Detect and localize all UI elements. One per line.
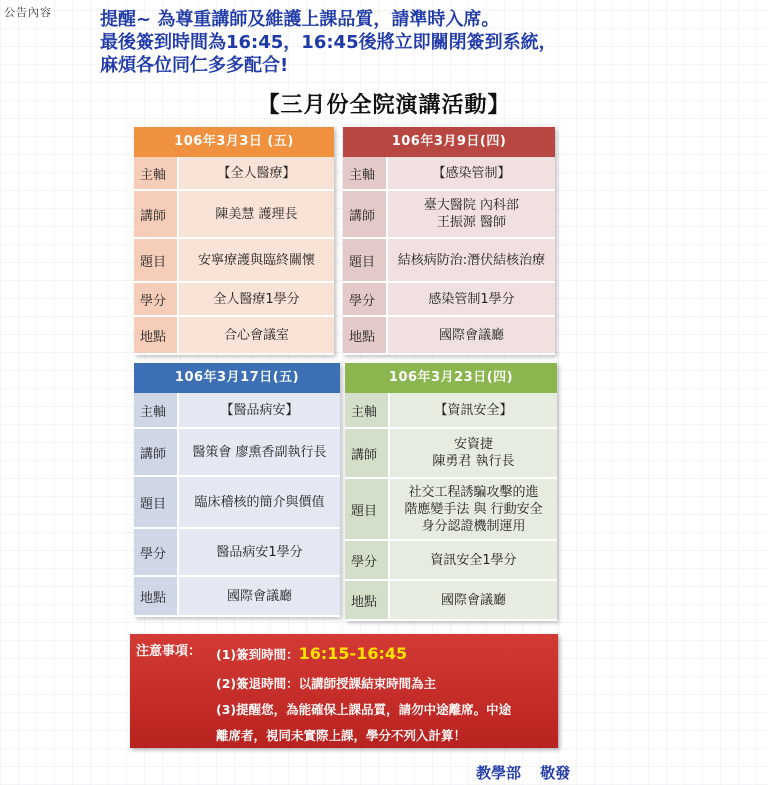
session-topic: 【全人醫療】 bbox=[177, 157, 334, 191]
session-speaker bbox=[177, 429, 340, 477]
session-table bbox=[134, 393, 340, 617]
session-location: 合心會議室 bbox=[177, 317, 334, 355]
speaker-line: 醫策會 廖熏香副執行長 bbox=[192, 444, 327, 460]
credit-label: 學分 bbox=[134, 529, 177, 577]
notice-line-3: 麻煩各位同仁多多配合! bbox=[100, 55, 289, 76]
session-date: 106年3月9日(四) bbox=[343, 127, 555, 157]
announcement-label: 公告內容 bbox=[4, 6, 52, 19]
session-card-2 bbox=[343, 127, 555, 355]
signature: 教學部 敬發 bbox=[476, 764, 571, 782]
subject-label: 題目 bbox=[345, 479, 388, 541]
speaker-label: 講師 bbox=[345, 429, 388, 479]
location-label: 地點 bbox=[134, 317, 177, 355]
notes-item-1-label: (1)簽到時間： bbox=[216, 647, 299, 662]
subject-line: 身分認證機制運用 bbox=[421, 518, 526, 534]
notes-item-2: (2)簽退時間：以講師授課結束時間為主 bbox=[216, 676, 437, 691]
credit-label: 學分 bbox=[134, 283, 177, 317]
speaker-line: 陳美慧 護理長 bbox=[215, 206, 298, 222]
session-topic: 【感染管制】 bbox=[386, 157, 555, 191]
session-speaker bbox=[386, 191, 555, 239]
session-credit: 感染管制1學分 bbox=[386, 283, 555, 317]
speaker-label: 講師 bbox=[343, 191, 386, 239]
location-label: 地點 bbox=[343, 317, 386, 355]
notes-box bbox=[130, 634, 558, 748]
session-credit: 醫品病安1學分 bbox=[177, 529, 340, 577]
session-credit: 全人醫療1學分 bbox=[177, 283, 334, 317]
subject-line: 安寧療護與臨終關懷 bbox=[197, 252, 315, 268]
session-speaker bbox=[177, 191, 334, 239]
session-subject bbox=[177, 477, 340, 529]
credit-label: 學分 bbox=[345, 541, 388, 581]
session-location: 國際會議廳 bbox=[388, 581, 557, 621]
notes-item-3-line-2: 離席者，視同未實際上課，學分不列入計算！ bbox=[216, 728, 467, 743]
subject-line: 階應變手法 與 行動安全 bbox=[404, 501, 543, 517]
session-date: 106年3月3日 (五) bbox=[134, 127, 334, 157]
session-topic: 【醫品病安】 bbox=[177, 393, 340, 429]
topic-label: 主軸 bbox=[343, 157, 386, 191]
session-location: 國際會議廳 bbox=[177, 577, 340, 617]
subject-line: 臨床稽核的簡介與價值 bbox=[194, 494, 325, 510]
notice-text bbox=[100, 8, 600, 77]
subject-line: 社交工程誘騙攻擊的進 bbox=[408, 484, 539, 500]
page-title: 【三月份全院演講活動】 bbox=[257, 93, 511, 118]
session-card-3 bbox=[134, 363, 340, 617]
session-credit: 資訊安全1學分 bbox=[388, 541, 557, 581]
topic-label: 主軸 bbox=[134, 157, 177, 191]
speaker-label: 講師 bbox=[134, 191, 177, 239]
session-date: 106年3月17日(五) bbox=[134, 363, 340, 393]
credit-label: 學分 bbox=[343, 283, 386, 317]
signin-time: 16:15-16:45 bbox=[298, 644, 408, 663]
session-card-4 bbox=[345, 363, 557, 621]
notes-item-3-line-1: (3)提醒您，為能確保上課品質，請勿中途離席。中途 bbox=[216, 702, 512, 717]
session-table bbox=[345, 393, 557, 621]
notes-title: 注意事項： bbox=[136, 644, 202, 659]
speaker-line: 臺大醫院 內科部 bbox=[423, 198, 520, 213]
session-subject bbox=[177, 239, 334, 283]
subject-label: 題目 bbox=[343, 239, 386, 283]
session-speaker bbox=[388, 429, 557, 479]
speaker-line: 陳勇君 執行長 bbox=[432, 454, 515, 469]
session-card-1 bbox=[134, 127, 334, 355]
subject-label: 題目 bbox=[134, 239, 177, 283]
speaker-line: 王振源 醫師 bbox=[436, 215, 507, 230]
notice-line-1: 提醒~ 為尊重講師及維護上課品質，請準時入席。 bbox=[100, 9, 500, 30]
session-subject bbox=[388, 479, 557, 541]
speaker-line: 安資捷 bbox=[453, 437, 493, 452]
subject-label: 題目 bbox=[134, 477, 177, 529]
topic-label: 主軸 bbox=[134, 393, 177, 429]
speaker-label: 講師 bbox=[134, 429, 177, 477]
topic-label: 主軸 bbox=[345, 393, 388, 429]
location-label: 地點 bbox=[134, 577, 177, 617]
subject-line: 結核病防治:潛伏結核治療 bbox=[397, 252, 546, 268]
location-label: 地點 bbox=[345, 581, 388, 621]
session-table bbox=[134, 157, 334, 355]
session-topic: 【資訊安全】 bbox=[388, 393, 557, 429]
session-subject bbox=[386, 239, 555, 283]
notice-line-2: 最後簽到時間為16:45，16:45後將立即關閉簽到系統， bbox=[100, 32, 557, 53]
session-location: 國際會議廳 bbox=[386, 317, 555, 355]
notes-item-1 bbox=[216, 644, 407, 663]
session-table bbox=[343, 157, 555, 355]
session-date: 106年3月23日(四) bbox=[345, 363, 557, 393]
